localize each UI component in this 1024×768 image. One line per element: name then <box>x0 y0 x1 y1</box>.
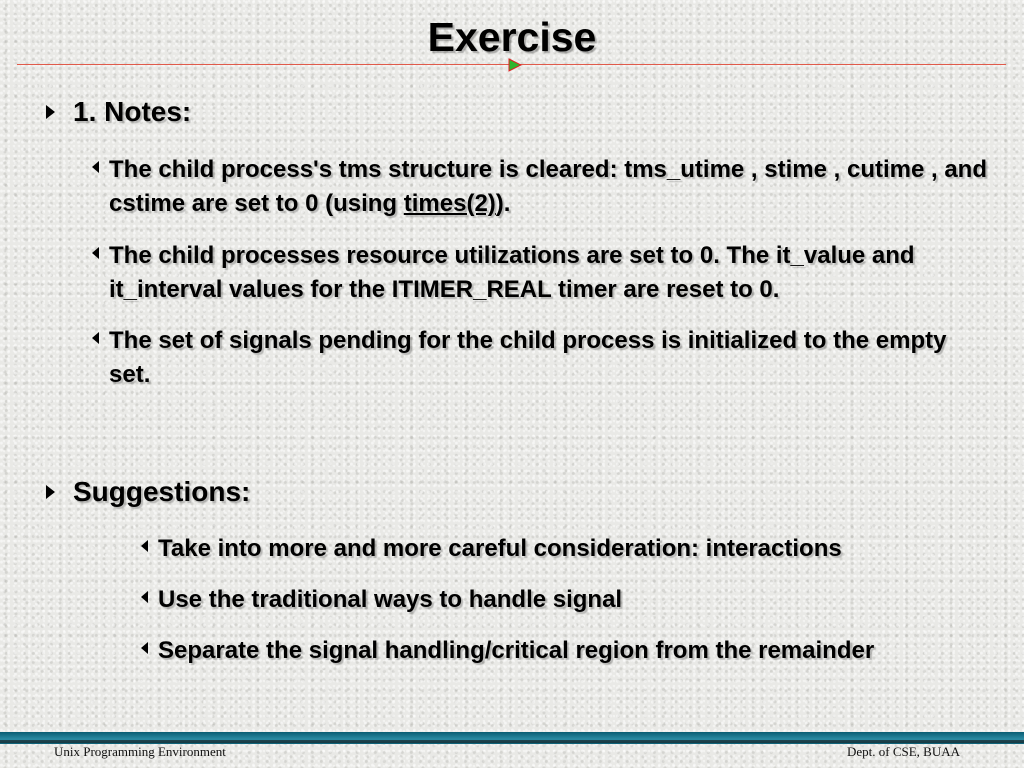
suggestion-item-2: Use the traditional ways to handle signal <box>141 583 622 617</box>
suggestion-item-3: Separate the signal handling/critical region from the remainder <box>141 634 874 668</box>
bullet-arrow-icon <box>141 540 148 552</box>
suggestion-item-1: Take into more and more careful consideration: interactions <box>141 532 842 566</box>
footer-department: Dept. of CSE, BUAA <box>846 744 960 759</box>
note-item-2: The child processes resource utilizations are set to 0. The it_value and it_interval values for the ITIMER_REAL timer are reset to 0. <box>92 239 1017 307</box>
notes-heading: 1. Notes: <box>46 96 191 128</box>
bullet-arrow-icon <box>141 642 148 654</box>
bullet-arrow-icon <box>92 247 99 259</box>
footer-bar-shadow <box>0 740 1024 743</box>
bullet-arrow-icon <box>46 105 55 119</box>
times-man-page-link[interactable]: times(2) <box>403 190 496 217</box>
note-item-3: The set of signals pending for the child process is initialized to the empty set. <box>92 324 972 392</box>
play-arrow-icon <box>508 58 522 72</box>
note-item-1: The child process's tms structure is cleared: tms_utime , stime , cutime , and cstime are set to 0 (using times(2)). <box>92 153 992 221</box>
bullet-arrow-icon <box>46 485 55 499</box>
bullet-arrow-icon <box>141 591 148 603</box>
footer-course-name: Unix Programming Environment <box>54 744 226 759</box>
slide-title: Exercise <box>427 14 597 60</box>
suggestions-heading: Suggestions: <box>46 476 250 508</box>
bullet-arrow-icon <box>92 161 99 173</box>
bullet-arrow-icon <box>92 332 99 344</box>
